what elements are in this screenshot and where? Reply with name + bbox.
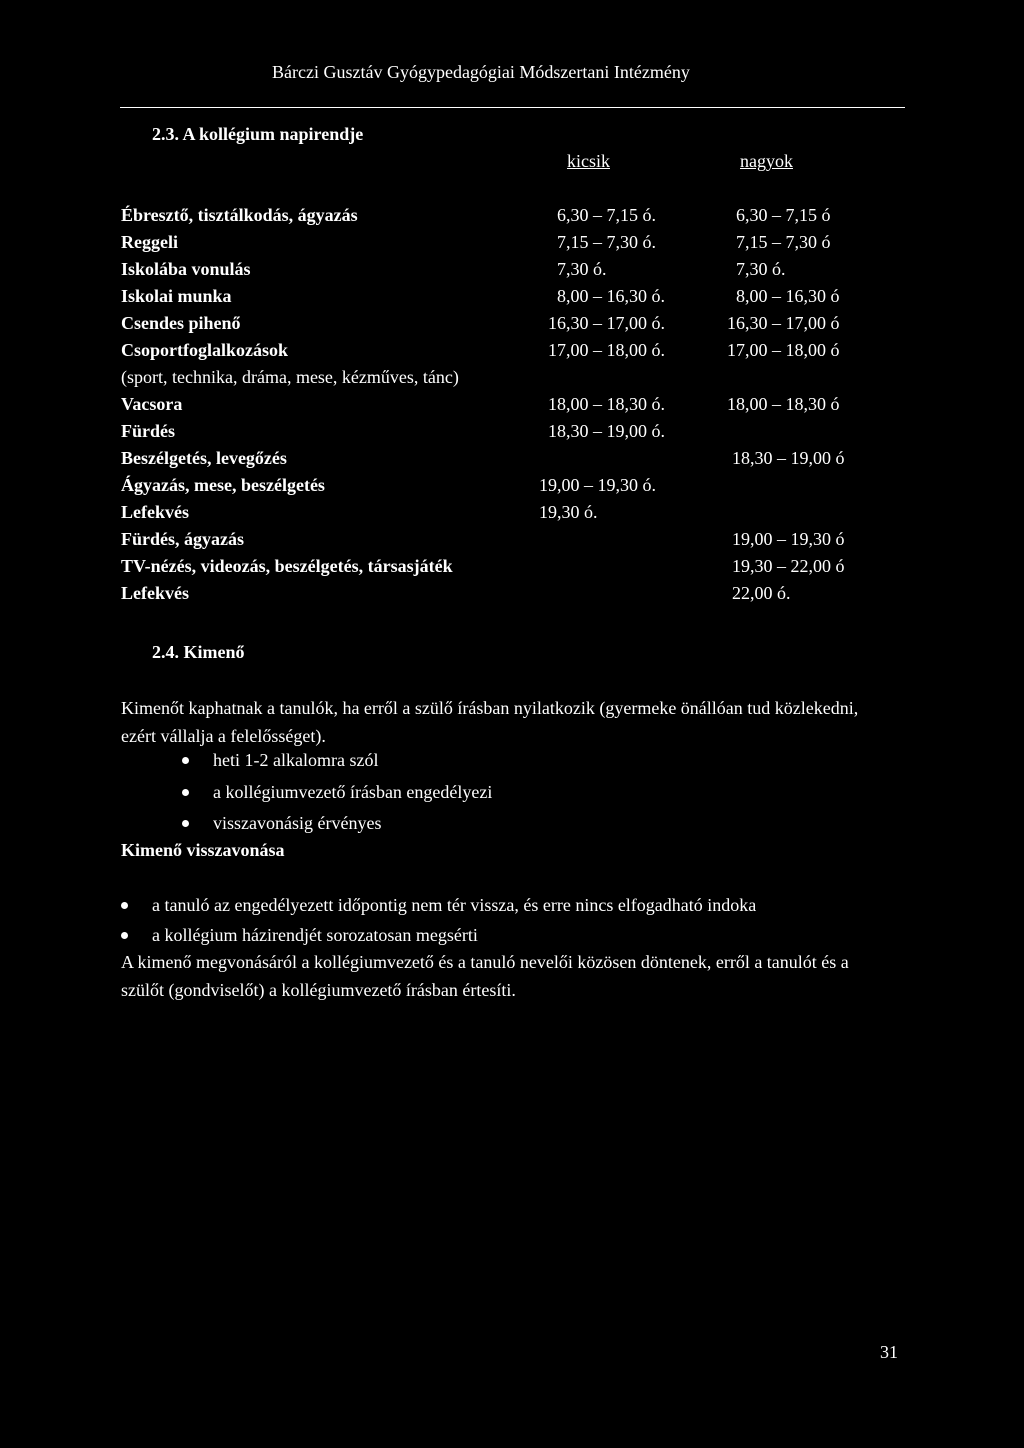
closing-paragraph: A kimenő megvonásáról a kollégiumvezető és a tanuló nevelői közösen döntenek, erről a tanulót és a szülőt (gondviselőt) a kollégiumvezető írásban értesíti. (121, 952, 849, 1000)
schedule-time-small: 18,30 – 19,00 ó. (548, 421, 665, 441)
schedule-row-label: Iskolába vonulás (121, 259, 251, 279)
header-rule (120, 107, 905, 108)
schedule-time-small: 16,30 – 17,00 ó. (548, 313, 665, 333)
section-title-kimeno: 2.4. Kimenő (152, 642, 245, 662)
schedule-time-big: 22,00 ó. (732, 583, 791, 603)
schedule-time-big: 17,00 – 18,00 ó (727, 340, 840, 360)
bullet-icon (182, 789, 189, 796)
list-item-text: heti 1-2 alkalomra szól (213, 750, 379, 770)
schedule-row-label: Vacsora (121, 394, 183, 414)
schedule-row-label: Csoportfoglalkozások (121, 340, 289, 360)
schedule-time-small: 7,15 – 7,30 ó. (557, 232, 656, 252)
schedule-time-big: 6,30 – 7,15 ó (736, 205, 831, 225)
section-title-schedule: 2.3. A kollégium napirendje (152, 124, 364, 144)
list-item-text: visszavonásig érvényes (213, 813, 382, 833)
bullet-icon (182, 820, 189, 827)
list-item-text: a kollégium házirendjét sorozatosan megsérti (152, 925, 478, 945)
schedule-row-label: Ébresztő, tisztálkodás, ágyazás (121, 205, 358, 225)
schedule-row-label: Beszélgetés, levegőzés (121, 448, 287, 468)
schedule-time-big: 19,00 – 19,30 ó (732, 529, 845, 549)
schedule-time-small: 17,00 – 18,00 ó. (548, 340, 665, 360)
revocation-title: Kimenő visszavonása (121, 840, 285, 860)
schedule-time-big: 18,30 – 19,00 ó (732, 448, 845, 468)
schedule-time-small: 19,00 – 19,30 ó. (539, 475, 656, 495)
schedule-row-label: TV-nézés, videozás, beszélgetés, társasjáték (121, 556, 453, 576)
schedule-time-big: 19,30 – 22,00 ó (732, 556, 845, 576)
schedule-time-big: 7,15 – 7,30 ó (736, 232, 831, 252)
schedule-row-label: Csendes pihenő (121, 313, 241, 333)
schedule-row-note: (sport, technika, dráma, mese, kézműves, tánc) (121, 367, 459, 387)
schedule-row-label: Reggeli (121, 232, 178, 252)
schedule-row-label: Lefekvés (121, 502, 189, 522)
bullet-icon (121, 932, 128, 939)
schedule-row-label: Fürdés (121, 421, 175, 441)
schedule-time-small: 7,30 ó. (557, 259, 607, 279)
intro-paragraph: Kimenőt kaphatnak a tanulók, ha erről a szülő írásban nyilatkozik (gyermeke önállóan tud közlekedni, ezért vállalja a felelősséget). (121, 698, 859, 746)
schedule-row-label: Fürdés, ágyazás (121, 529, 244, 549)
schedule-time-small: 8,00 – 16,30 ó. (557, 286, 665, 306)
bullet-icon (121, 902, 128, 909)
schedule-time-big: 16,30 – 17,00 ó (727, 313, 840, 333)
schedule-time-small: 18,00 – 18,30 ó. (548, 394, 665, 414)
list-item-text: a tanuló az engedélyezett időpontig nem tér vissza, és erre nincs elfogadható indoka (152, 895, 757, 915)
schedule-row-label: Lefekvés (121, 583, 189, 603)
page-number: 31 (880, 1342, 898, 1362)
schedule-time-big: 8,00 – 16,30 ó (736, 286, 840, 306)
schedule-row-label: Iskolai munka (121, 286, 232, 306)
column-header-small: kicsik (567, 151, 610, 171)
schedule-time-small: 19,30 ó. (539, 502, 598, 522)
schedule-time-small: 6,30 – 7,15 ó. (557, 205, 656, 225)
list-item-text: a kollégiumvezető írásban engedélyezi (213, 782, 493, 802)
schedule-time-big: 7,30 ó. (736, 259, 786, 279)
schedule-row-label: Ágyazás, mese, beszélgetés (121, 475, 325, 495)
schedule-time-big: 18,00 – 18,30 ó (727, 394, 840, 414)
column-header-big: nagyok (740, 151, 793, 171)
document-header: Bárczi Gusztáv Gyógypedagógiai Módszertani Intézmény (272, 62, 690, 82)
bullet-icon (182, 757, 189, 764)
